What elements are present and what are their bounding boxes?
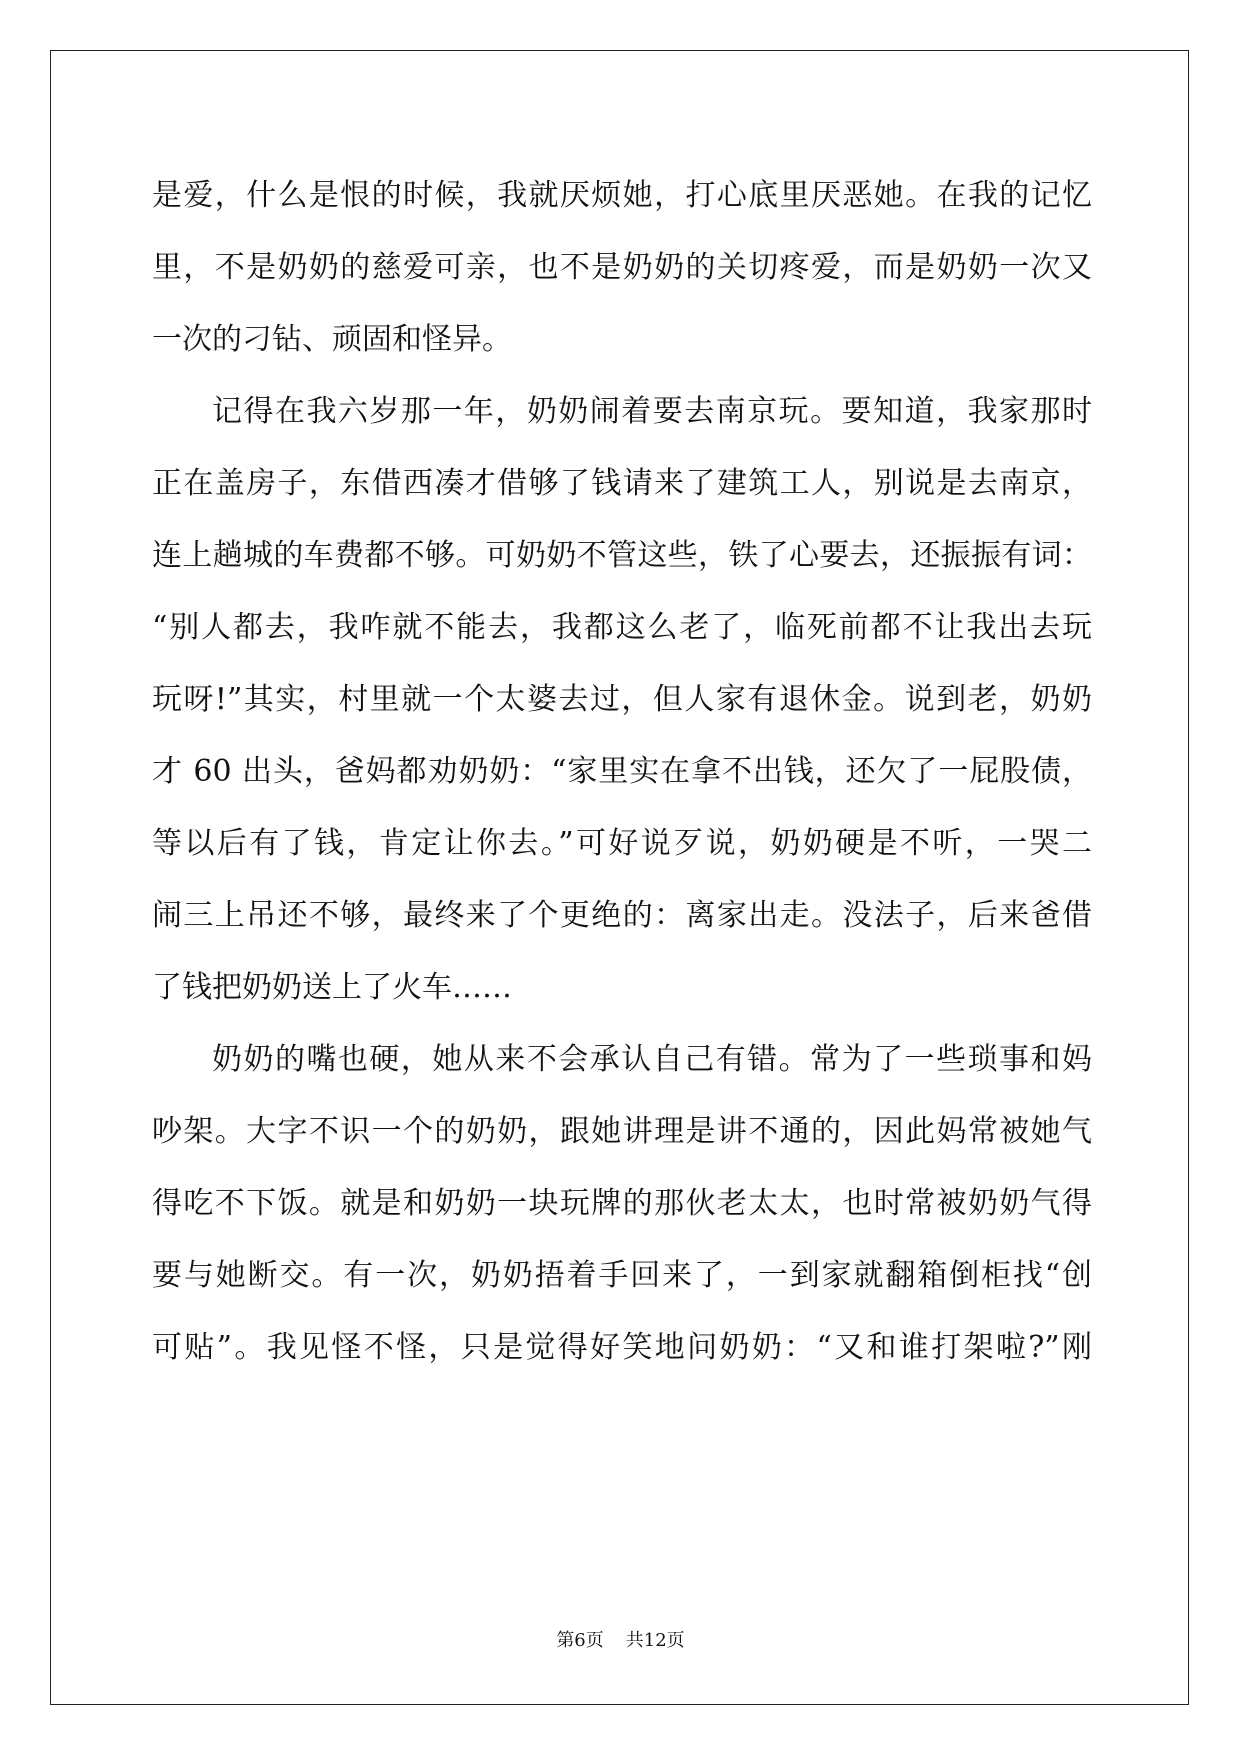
text-line: 了钱把奶奶送上了火车…… (152, 970, 512, 1005)
text-line: 正在盖房子，东借西凑才借够了钱请来了建筑工人，别说是去南京， (152, 466, 1092, 501)
text-line: 闹三上吊还不够，最终来了个更绝的：离家出走。没法子，后来爸借 (152, 898, 1092, 933)
text-line: 一次的刁钻、顽固和怪异。 (152, 322, 512, 357)
text-line: 要与她断交。有一次，奶奶捂着手回来了，一到家就翻箱倒柜找“创 (152, 1258, 1092, 1293)
text-line: 记得在我六岁那一年，奶奶闹着要去南京玩。要知道，我家那时 (212, 394, 1092, 429)
text-line: 得吃不下饭。就是和奶奶一块玩牌的那伙老太太，也时常被奶奶气得 (152, 1186, 1092, 1221)
text-line: 才 60 出头，爸妈都劝奶奶：“家里实在拿不出钱，还欠了一屁股债， (152, 754, 1092, 789)
text-line: 连上趟城的车费都不够。可奶奶不管这些，铁了心要去，还振振有词： (152, 538, 1092, 573)
page-number-current: 第6页 (556, 1630, 604, 1651)
text-line: 奶奶的嘴也硬，她从来不会承认自己有错。常为了一些琐事和妈 (212, 1042, 1092, 1077)
text-line: 可贴”。我见怪不怪，只是觉得好笑地问奶奶：“又和谁打架啦?”刚 (152, 1330, 1092, 1365)
page-footer (0, 1626, 1241, 1652)
document-body (152, 160, 1092, 1384)
text-line: 是爱，什么是恨的时候，我就厌烦她，打心底里厌恶她。在我的记忆 (152, 178, 1092, 213)
page-number-total: 共12页 (625, 1630, 685, 1651)
text-line: 吵架。大字不识一个的奶奶，跟她讲理是讲不通的，因此妈常被她气 (152, 1114, 1092, 1149)
text-line: “别人都去，我咋就不能去，我都这么老了，临死前都不让我出去玩 (152, 610, 1092, 645)
text-line: 里，不是奶奶的慈爱可亲，也不是奶奶的关切疼爱，而是奶奶一次又 (152, 250, 1092, 285)
text-line: 等以后有了钱，肯定让你去。”可好说歹说，奶奶硬是不听，一哭二 (152, 826, 1092, 861)
text-line: 玩呀!”其实，村里就一个太婆去过，但人家有退休金。说到老，奶奶 (152, 682, 1092, 717)
